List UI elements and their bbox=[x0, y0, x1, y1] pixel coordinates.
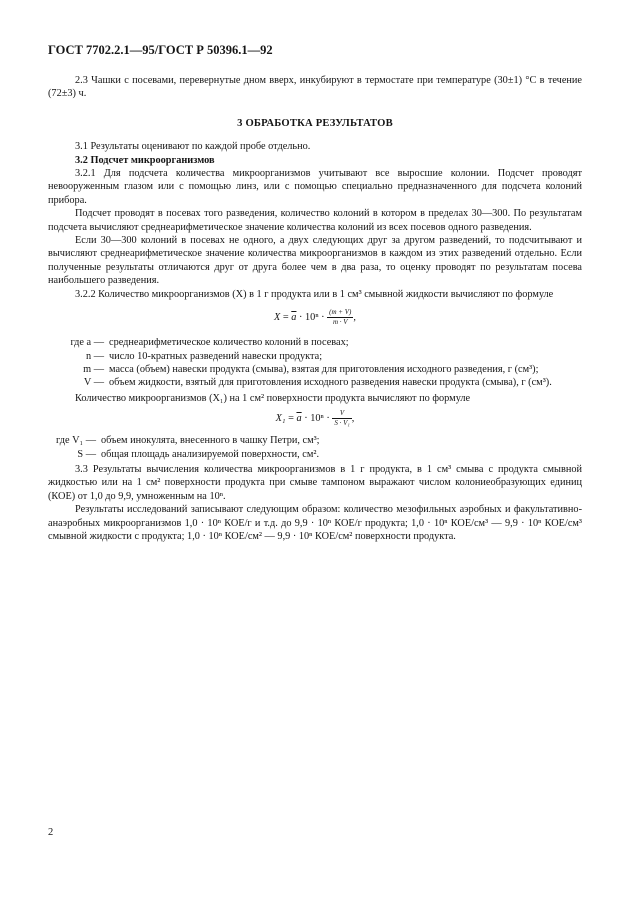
definition-text: среднеарифметическое количество колоний в посевах; bbox=[109, 337, 349, 349]
definition-row bbox=[48, 336, 582, 349]
definition-symbol: V — bbox=[83, 377, 104, 389]
definition-symbol: n — bbox=[85, 350, 104, 362]
paragraph-count: Подсчет проводят в посевах того разведения, количество колоний в котором в пределах 30—300. По результатам подсчета вычисляют среднеарифметическое значение количества колоний из всех посевов одного разведения. bbox=[48, 208, 582, 233]
definition-text: объем инокулята, внесенного в чашку Петри, см³; bbox=[101, 435, 320, 447]
formula-x1-eq: = bbox=[288, 412, 294, 424]
definition-row bbox=[48, 363, 582, 376]
paragraph-3-1: 3.1 Результаты оценивают по каждой пробе отдельно. bbox=[75, 141, 311, 153]
document-body bbox=[48, 74, 582, 543]
page-number: 2 bbox=[48, 827, 54, 838]
formula-x-power: · 10ⁿ · bbox=[299, 311, 325, 323]
formula-x1-mean: $\overline{a}$ bbox=[296, 412, 302, 424]
formula-x1 bbox=[48, 409, 582, 428]
formula-x-eq: = bbox=[282, 311, 289, 323]
definition-row bbox=[48, 434, 582, 447]
paragraph-dilutions: Если 30—300 колоний в посевах не одного, а двух следующих друг за другом разведений, то подсчитывают и вычисляют среднеарифметическое значение количества микроорганизмов в каждом из этих разведений отдельно. Если полученные результаты отличаются друг от друга более чем в два раза, то оценку проводят по результатам посева наибольшего разведения. bbox=[48, 235, 582, 287]
definition-text: масса (объем) навески продукта (смыва), взятая для приготовления исходного разведения, г (см³); bbox=[109, 363, 539, 375]
definition-symbol: m — bbox=[83, 363, 104, 375]
definition-row bbox=[48, 376, 582, 389]
formula-x1-end: , bbox=[351, 412, 355, 424]
formula-x1-power: · 10ⁿ · bbox=[304, 412, 330, 424]
formula-x1-fraction bbox=[332, 409, 351, 428]
subsection-title-3-2: 3.2 Подсчет микроорганизмов bbox=[75, 154, 215, 166]
paragraph-3-2-1: 3.2.1 Для подсчета количества микроорганизмов учитывают все выросшие колонии. Подсчет проводят невооруженным глазом или с помощью линз, или с помощью специально предназначенного для подсчета колоний прибора. bbox=[48, 168, 582, 206]
formula-x1-lhs: X₁ bbox=[275, 412, 286, 424]
section-title: 3 ОБРАБОТКА РЕЗУЛЬТАТОВ bbox=[237, 117, 393, 129]
paragraph-results: Результаты исследований записывают следующим образом: количество мезофильных аэробных и факультативно-анаэробных микроорганизмов 1,0 · 10ⁿ КОЕ/г и т.д. до 9,9 · 10ⁿ КОЕ/г продукта; 1,0 · 10ⁿ КОЕ/см³ — 9,9 · 10ⁿ КОЕ/см³ смывной жидкости с продукта; 1,0 · 10ⁿ КОЕ/см² — 9,9 · 10ⁿ КОЕ/см² поверхности продукта. bbox=[48, 504, 582, 542]
standard-header: ГОСТ 7702.2.1—95/ГОСТ Р 50396.1—92 bbox=[48, 43, 273, 57]
definition-symbol: где a — bbox=[70, 337, 104, 349]
paragraph-2-3: 2.3 Чашки с посевами, перевернутые дном вверх, инкубируют в термостате при температуре (30±1) °С в течение (72±3) ч. bbox=[48, 75, 582, 100]
definition-row bbox=[48, 448, 582, 461]
formula-x-end: , bbox=[353, 311, 356, 323]
formula-x-numerator: (m + V) bbox=[329, 308, 352, 317]
formula-x-fraction bbox=[327, 308, 353, 327]
definition-text: общая площадь анализируемой поверхности, см². bbox=[101, 448, 320, 460]
paragraph-x1: Количество микроорганизмов (X₁) на 1 см² поверхности продукта вычисляют по формуле bbox=[75, 392, 471, 404]
definition-symbol: где V₁ — bbox=[56, 435, 96, 447]
formula-x-denominator: m · V bbox=[332, 318, 348, 327]
formula-x-lhs: X bbox=[274, 311, 281, 323]
formula-x-mean: $\overline{a}$ bbox=[291, 311, 297, 323]
formula-x bbox=[48, 308, 582, 327]
definition-text: число 10-кратных разведений навески продукта; bbox=[109, 350, 323, 362]
definition-row bbox=[48, 350, 582, 363]
paragraph-3-2-2: 3.2.2 Количество микроорганизмов (X) в 1 г продукта или в 1 см³ смывной жидкости вычисляют по формуле bbox=[75, 288, 554, 300]
formula-x1-numerator: V bbox=[332, 409, 351, 419]
definition-symbol: S — bbox=[77, 448, 96, 460]
definition-text: объем жидкости, взятый для приготовления исходного разведения навески продукта (смыва), г (см³). bbox=[109, 377, 552, 389]
formula-x1-denominator: S · V₁ bbox=[334, 419, 350, 428]
paragraph-3-3: 3.3 Результаты вычисления количества микроорганизмов в 1 г продукта, в 1 см³ смыва с продукта смывной жидкостью или на 1 см² поверхности продукта при смыве тампоном выражают числом колониеобразующих единиц (КОЕ) от 1,0 до 9,9, умноженным на 10ⁿ. bbox=[48, 463, 582, 502]
